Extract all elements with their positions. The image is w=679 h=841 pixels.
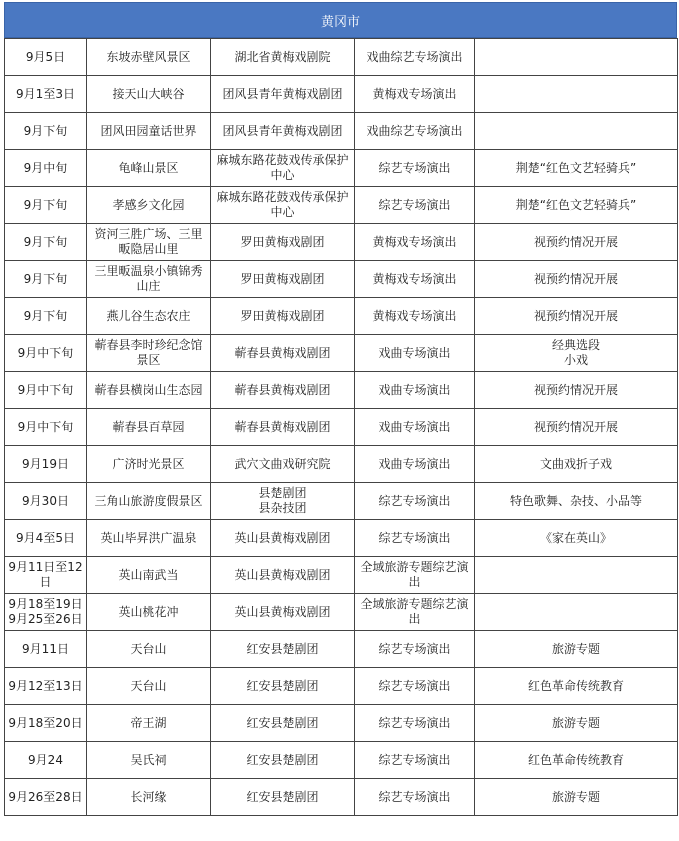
date-cell: 9月4至5日: [5, 520, 87, 557]
note-cell: 特色歌舞、杂技、小品等: [475, 483, 678, 520]
venue-cell: 帝王湖: [87, 705, 211, 742]
note-cell: 文曲戏折子戏: [475, 446, 678, 483]
venue-cell: 孝感乡文化园: [87, 187, 211, 224]
program-cell: 黄梅戏专场演出: [355, 261, 475, 298]
troupe-cell: 罗田黄梅戏剧团: [211, 298, 355, 335]
troupe-cell: 罗田黄梅戏剧团: [211, 261, 355, 298]
schedule-sheet: [4, 2, 677, 816]
table-row: [5, 594, 678, 631]
table-row: [5, 261, 678, 298]
date-cell: 9月中旬: [5, 150, 87, 187]
program-cell: 综艺专场演出: [355, 187, 475, 224]
table-row: [5, 335, 678, 372]
note-cell: 旅游专题: [475, 631, 678, 668]
venue-cell: 蕲春县李时珍纪念馆 景区: [87, 335, 211, 372]
troupe-cell: 团风县青年黄梅戏剧团: [211, 76, 355, 113]
program-cell: 综艺专场演出: [355, 150, 475, 187]
date-cell: 9月24: [5, 742, 87, 779]
note-cell: [475, 39, 678, 76]
troupe-cell: 红安县楚剧团: [211, 705, 355, 742]
program-cell: 戏曲专场演出: [355, 372, 475, 409]
troupe-cell: 团风县青年黄梅戏剧团: [211, 113, 355, 150]
troupe-cell: 蕲春县黄梅戏剧团: [211, 409, 355, 446]
note-cell: 视预约情况开展: [475, 224, 678, 261]
troupe-cell: 红安县楚剧团: [211, 779, 355, 816]
troupe-cell: 蕲春县黄梅戏剧团: [211, 372, 355, 409]
table-row: [5, 446, 678, 483]
program-cell: 黄梅戏专场演出: [355, 76, 475, 113]
note-cell: 视预约情况开展: [475, 298, 678, 335]
program-cell: 综艺专场演出: [355, 705, 475, 742]
troupe-cell: 红安县楚剧团: [211, 631, 355, 668]
troupe-cell: 英山县黄梅戏剧团: [211, 594, 355, 631]
table-row: [5, 557, 678, 594]
venue-cell: 接天山大峡谷: [87, 76, 211, 113]
venue-cell: 蕲春县百草园: [87, 409, 211, 446]
table-body: [5, 39, 678, 816]
date-cell: 9月下旬: [5, 187, 87, 224]
date-cell: 9月下旬: [5, 261, 87, 298]
venue-cell: 长河缘: [87, 779, 211, 816]
note-cell: 视预约情况开展: [475, 261, 678, 298]
program-cell: 综艺专场演出: [355, 779, 475, 816]
troupe-cell: 蕲春县黄梅戏剧团: [211, 335, 355, 372]
program-cell: 黄梅戏专场演出: [355, 224, 475, 261]
program-cell: 戏曲专场演出: [355, 446, 475, 483]
venue-cell: 三里畈温泉小镇锦秀 山庄: [87, 261, 211, 298]
troupe-cell: 英山县黄梅戏剧团: [211, 520, 355, 557]
venue-cell: 英山南武当: [87, 557, 211, 594]
venue-cell: 团风田园童话世界: [87, 113, 211, 150]
program-cell: 综艺专场演出: [355, 631, 475, 668]
venue-cell: 东坡赤壁风景区: [87, 39, 211, 76]
troupe-cell: 红安县楚剧团: [211, 668, 355, 705]
troupe-cell: 英山县黄梅戏剧团: [211, 557, 355, 594]
date-cell: 9月中下旬: [5, 409, 87, 446]
table-title: 黄冈市: [4, 2, 677, 38]
table-row: [5, 742, 678, 779]
venue-cell: 燕儿谷生态农庄: [87, 298, 211, 335]
date-cell: 9月30日: [5, 483, 87, 520]
note-cell: 荆楚“红色文艺轻骑兵”: [475, 150, 678, 187]
venue-cell: 龟峰山景区: [87, 150, 211, 187]
troupe-cell: 县楚剧团 县杂技团: [211, 483, 355, 520]
note-cell: [475, 76, 678, 113]
program-cell: 综艺专场演出: [355, 483, 475, 520]
note-cell: [475, 594, 678, 631]
note-cell: 红色革命传统教育: [475, 668, 678, 705]
performance-table: [4, 38, 678, 816]
date-cell: 9月18至20日: [5, 705, 87, 742]
date-cell: 9月下旬: [5, 113, 87, 150]
program-cell: 综艺专场演出: [355, 520, 475, 557]
note-cell: 旅游专题: [475, 779, 678, 816]
program-cell: 全域旅游专题综艺演 出: [355, 594, 475, 631]
note-cell: 视预约情况开展: [475, 409, 678, 446]
note-cell: 《家在英山》: [475, 520, 678, 557]
program-cell: 戏曲综艺专场演出: [355, 113, 475, 150]
troupe-cell: 武穴文曲戏研究院: [211, 446, 355, 483]
table-row: [5, 705, 678, 742]
program-cell: 戏曲专场演出: [355, 335, 475, 372]
table-row: [5, 224, 678, 261]
date-cell: 9月18至19日 9月25至26日: [5, 594, 87, 631]
note-cell: 红色革命传统教育: [475, 742, 678, 779]
table-row: [5, 520, 678, 557]
table-row: [5, 113, 678, 150]
date-cell: 9月下旬: [5, 224, 87, 261]
troupe-cell: 红安县楚剧团: [211, 742, 355, 779]
date-cell: 9月5日: [5, 39, 87, 76]
program-cell: 戏曲综艺专场演出: [355, 39, 475, 76]
venue-cell: 蕲春县横岗山生态园: [87, 372, 211, 409]
date-cell: 9月1至3日: [5, 76, 87, 113]
venue-cell: 英山毕昇洪广温泉: [87, 520, 211, 557]
troupe-cell: 罗田黄梅戏剧团: [211, 224, 355, 261]
date-cell: 9月12至13日: [5, 668, 87, 705]
date-cell: 9月中下旬: [5, 372, 87, 409]
table-row: [5, 668, 678, 705]
table-row: [5, 631, 678, 668]
venue-cell: 英山桃花冲: [87, 594, 211, 631]
program-cell: 全域旅游专题综艺演 出: [355, 557, 475, 594]
venue-cell: 资河三胜广场、三里 畈隐居山里: [87, 224, 211, 261]
program-cell: 黄梅戏专场演出: [355, 298, 475, 335]
venue-cell: 吴氏祠: [87, 742, 211, 779]
troupe-cell: 湖北省黄梅戏剧院: [211, 39, 355, 76]
note-cell: 旅游专题: [475, 705, 678, 742]
troupe-cell: 麻城东路花鼓戏传承保护 中心: [211, 150, 355, 187]
table-row: [5, 779, 678, 816]
table-row: [5, 483, 678, 520]
note-cell: 荆楚“红色文艺轻骑兵”: [475, 187, 678, 224]
note-cell: 视预约情况开展: [475, 372, 678, 409]
date-cell: 9月19日: [5, 446, 87, 483]
table-row: [5, 409, 678, 446]
troupe-cell: 麻城东路花鼓戏传承保护 中心: [211, 187, 355, 224]
table-row: [5, 39, 678, 76]
note-cell: 经典选段 小戏: [475, 335, 678, 372]
date-cell: 9月中下旬: [5, 335, 87, 372]
program-cell: 戏曲专场演出: [355, 409, 475, 446]
venue-cell: 天台山: [87, 631, 211, 668]
date-cell: 9月下旬: [5, 298, 87, 335]
table-row: [5, 150, 678, 187]
table-row: [5, 372, 678, 409]
note-cell: [475, 557, 678, 594]
date-cell: 9月11日: [5, 631, 87, 668]
table-row: [5, 298, 678, 335]
program-cell: 综艺专场演出: [355, 668, 475, 705]
table-row: [5, 76, 678, 113]
venue-cell: 广济时光景区: [87, 446, 211, 483]
table-row: [5, 187, 678, 224]
note-cell: [475, 113, 678, 150]
venue-cell: 天台山: [87, 668, 211, 705]
venue-cell: 三角山旅游度假景区: [87, 483, 211, 520]
date-cell: 9月11日至12 日: [5, 557, 87, 594]
program-cell: 综艺专场演出: [355, 742, 475, 779]
date-cell: 9月26至28日: [5, 779, 87, 816]
